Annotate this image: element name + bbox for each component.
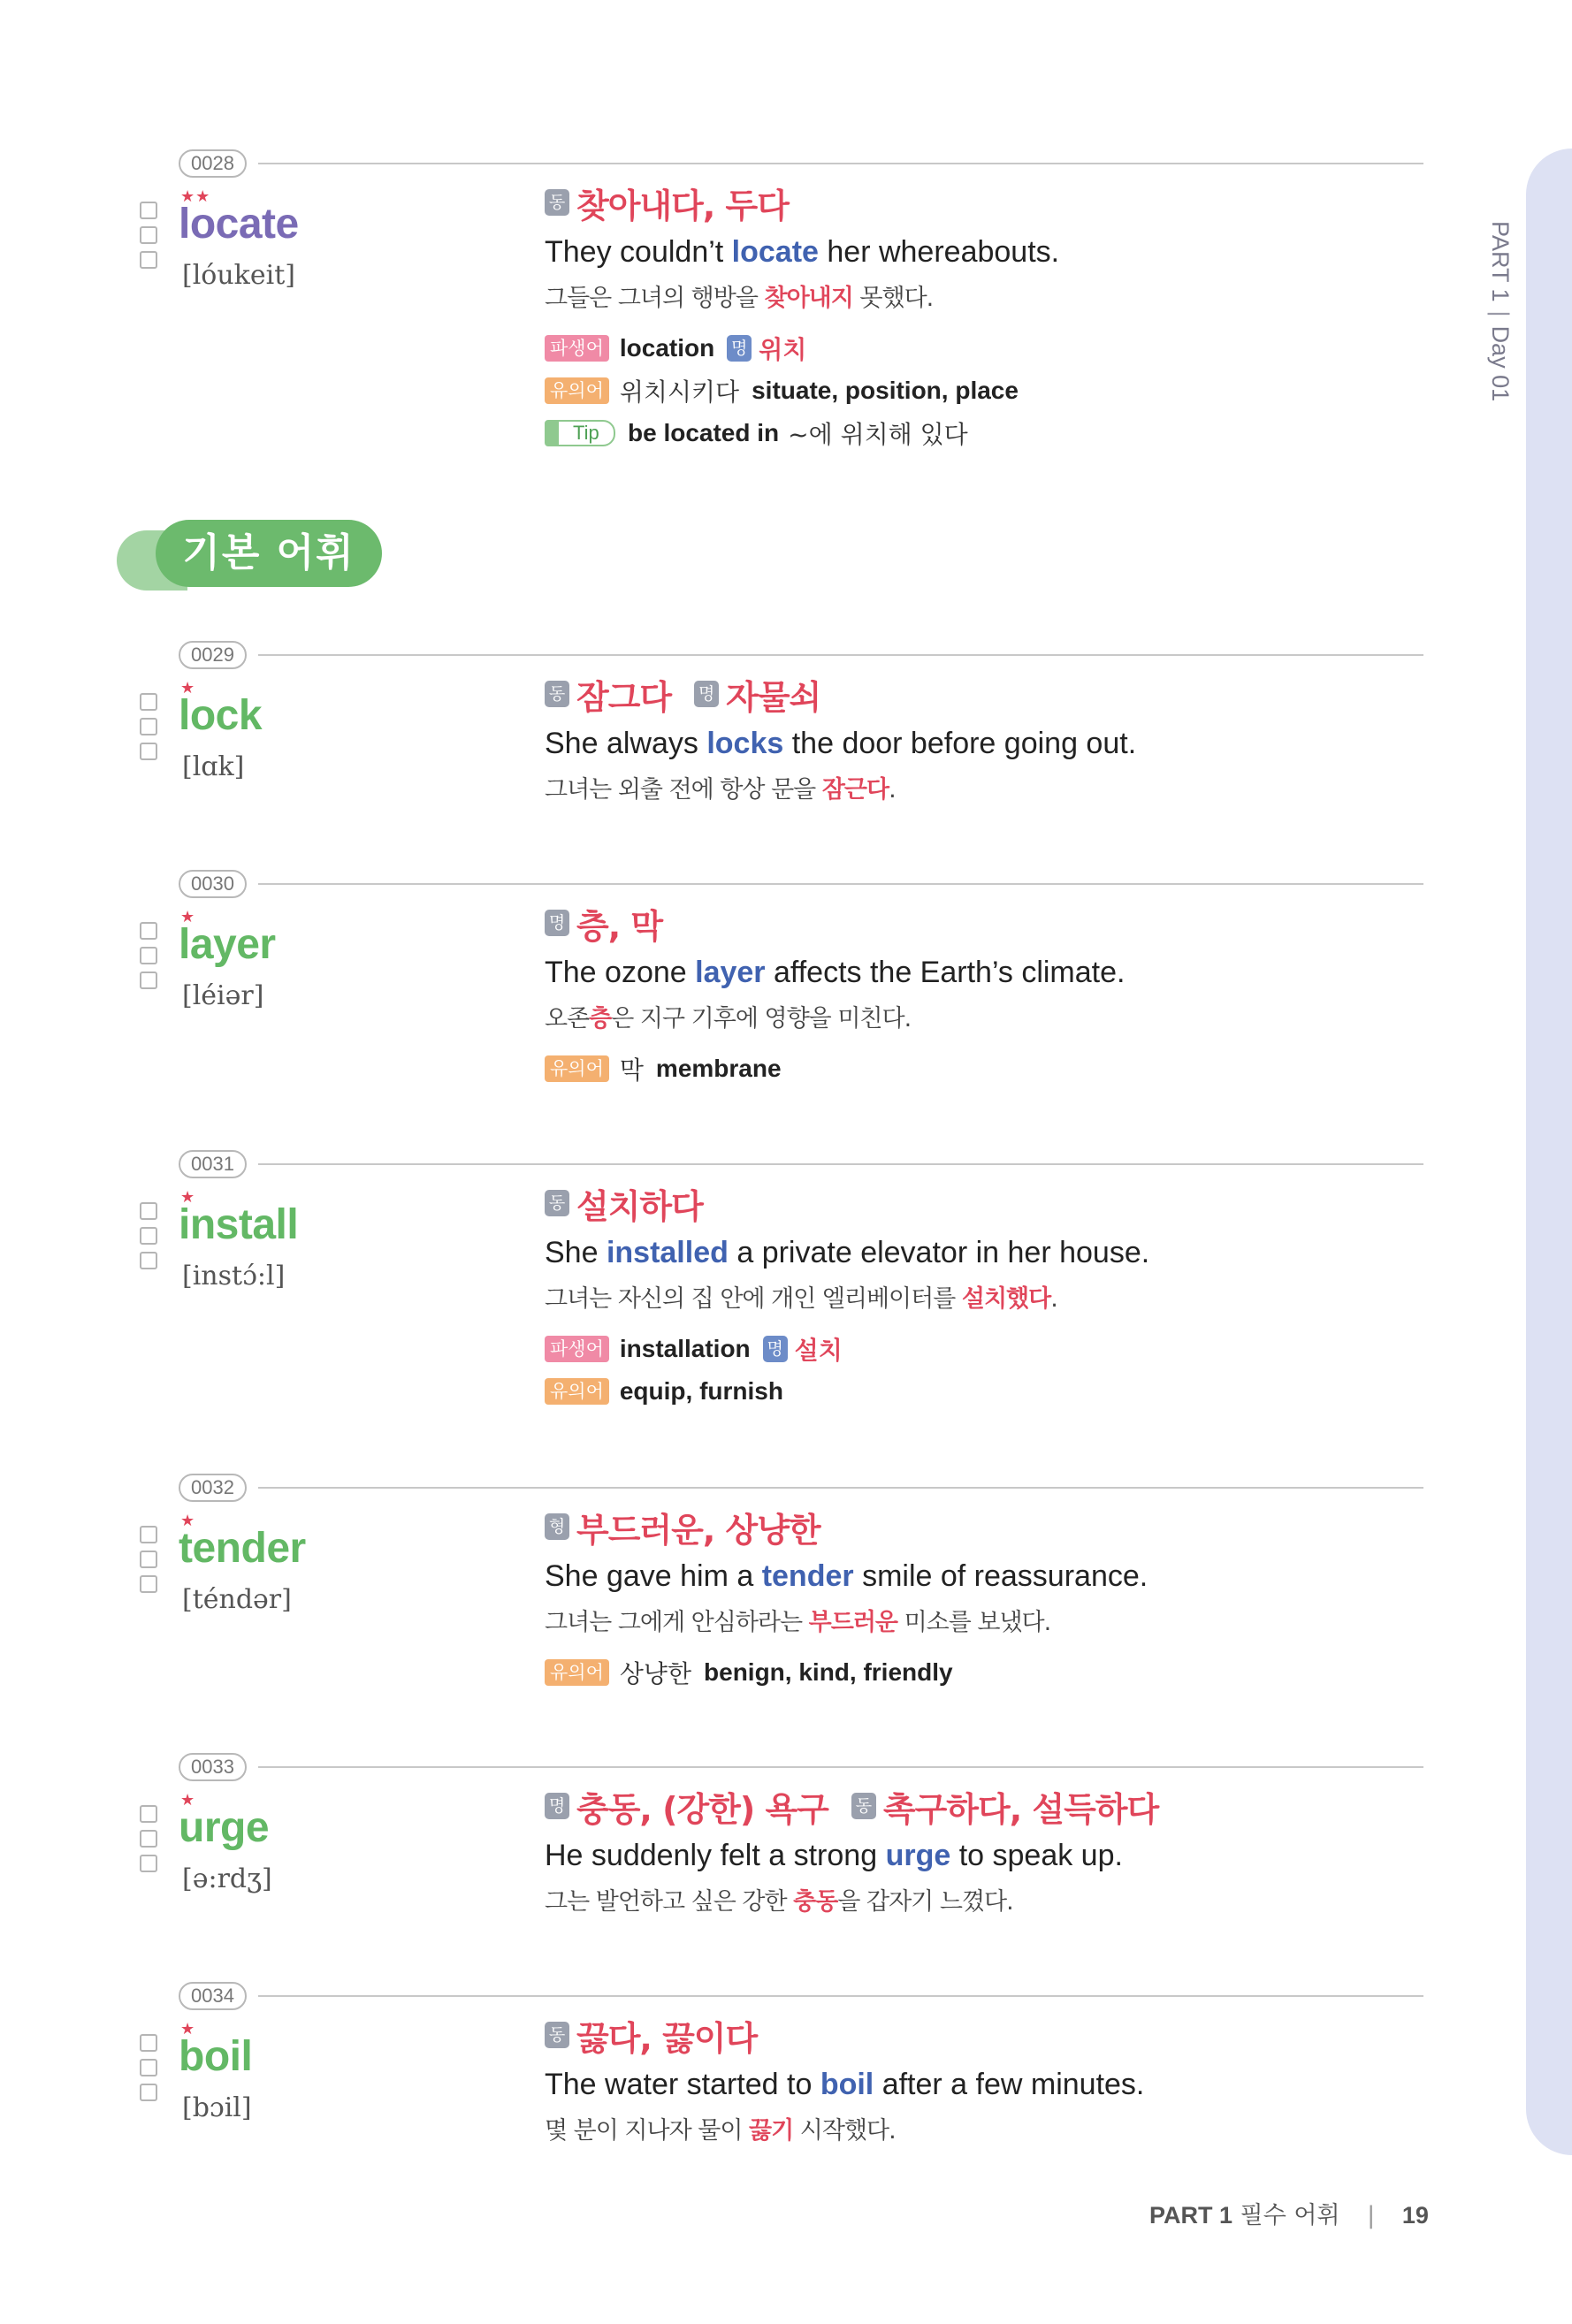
entry-number: 0032 (179, 1474, 247, 1502)
headword: boil (179, 2033, 253, 2080)
translation (545, 999, 1429, 1033)
divider (258, 163, 1423, 164)
translation-text: . (889, 776, 896, 804)
translation-keyword: 층 (589, 1005, 612, 1032)
example-sentence (545, 1236, 1429, 1270)
side-part: PART 1 (1487, 221, 1514, 302)
review-checkbox[interactable] (140, 1575, 157, 1593)
pronunciation: [léiər] (182, 980, 264, 1011)
sentence-keyword: locks (706, 727, 784, 760)
review-checkbox[interactable] (140, 947, 157, 964)
sentence-text: to speak up. (950, 1839, 1123, 1872)
translation-text: 그녀는 외출 전에 항상 문을 (545, 776, 822, 804)
checkbox-group (140, 2034, 157, 2108)
synonym-words: situate, position, place (752, 377, 1019, 404)
review-checkbox[interactable] (140, 2084, 157, 2101)
divider (258, 1766, 1423, 1768)
definition-block (545, 1181, 1429, 1413)
sentence-keyword: urge (885, 1839, 951, 1872)
translation-keyword: 찾아내지 (764, 285, 853, 312)
checkbox-group (140, 1202, 157, 1276)
translation (545, 2111, 1429, 2145)
page-footer (1149, 2196, 1429, 2230)
review-checkbox[interactable] (140, 1551, 157, 1568)
derivative-meaning: 설치 (794, 1336, 843, 1365)
extras (545, 1651, 1429, 1694)
pronunciation: [instɔ́:l] (182, 1261, 286, 1292)
pos-badge: 동 (545, 189, 569, 216)
entry-number: 0031 (179, 1150, 247, 1178)
review-checkbox[interactable] (140, 922, 157, 940)
sentence-text: They couldn’t (545, 235, 732, 269)
definition-line (545, 1505, 1429, 1549)
sentence-text: The water started to (545, 2068, 820, 2101)
definition-line (545, 180, 1429, 225)
headword: lock (179, 692, 263, 739)
derivative-row (545, 327, 1429, 370)
tip-meaning: ~에 위치해 있다 (788, 420, 968, 449)
section-title: 기본 어휘 (156, 520, 382, 587)
review-checkbox[interactable] (140, 251, 157, 269)
pos-badge: 명 (694, 681, 719, 707)
extras (545, 327, 1429, 454)
synonym-tag: 유의어 (545, 1659, 609, 1686)
pronunciation: [lóukeit] (182, 260, 295, 291)
synonym-row (545, 1370, 1429, 1413)
synonym-row (545, 370, 1429, 412)
pos-badge: 동 (545, 1190, 569, 1216)
checkbox-group (140, 693, 157, 767)
meaning: 설치하다 (576, 1186, 703, 1226)
review-checkbox[interactable] (140, 226, 157, 244)
sentence-text: smile of reassurance. (853, 1559, 1148, 1593)
pronunciation: [ə:rdʒ] (182, 1863, 272, 1894)
definition-line (545, 2013, 1429, 2057)
definition-block (545, 1505, 1429, 1694)
synonym-tag: 유의어 (545, 1055, 609, 1082)
divider (258, 654, 1423, 656)
tip-row (545, 412, 1429, 454)
footer-sep: | (1367, 2202, 1376, 2229)
translation-keyword: 부드러운 (808, 1609, 897, 1636)
translation (545, 1603, 1429, 1637)
review-checkbox[interactable] (140, 1805, 157, 1823)
definition-block (545, 901, 1429, 1090)
synonym-words: equip, furnish (619, 1377, 783, 1405)
example-sentence (545, 235, 1429, 270)
definition-block (545, 672, 1429, 804)
pos-badge: 명 (763, 1336, 788, 1362)
definition-block (545, 180, 1429, 454)
pos-badge: 동 (545, 681, 569, 707)
translation-text: 시작했다. (793, 2117, 896, 2145)
meaning: 충동, (강한) 욕구 (576, 1789, 828, 1829)
meaning: 자물쇠 (726, 677, 821, 717)
meaning: 층, 막 (576, 906, 663, 946)
sentence-keyword: tender (761, 1559, 854, 1593)
definition-line (545, 1784, 1429, 1828)
review-checkbox[interactable] (140, 972, 157, 989)
checkbox-group (140, 202, 157, 276)
pos-badge: 명 (545, 910, 569, 936)
sentence-keyword: installed (606, 1236, 729, 1269)
review-checkbox[interactable] (140, 743, 157, 760)
pos-badge: 명 (727, 335, 752, 362)
divider (258, 1487, 1423, 1489)
translation-text: 그녀는 자신의 집 안에 개인 엘리베이터를 (545, 1285, 962, 1313)
checkbox-group (140, 922, 157, 996)
definition-line (545, 1181, 1429, 1225)
derivative-word: installation (619, 1335, 751, 1362)
synonym-words: benign, kind, friendly (704, 1658, 953, 1686)
review-checkbox[interactable] (140, 1252, 157, 1269)
side-sep: | (1487, 310, 1514, 317)
synonym-tag: 유의어 (545, 1378, 609, 1405)
synonym-row (545, 1651, 1429, 1694)
checkbox-group (140, 1526, 157, 1600)
star-rating: ★ (180, 679, 196, 697)
synonym-words: membrane (655, 1055, 782, 1082)
translation-text: 을 갑자기 느꼈다. (837, 1888, 1013, 1916)
review-checkbox[interactable] (140, 2034, 157, 2052)
tip-tag: Tip (545, 420, 615, 446)
sentence-keyword: locate (731, 235, 819, 269)
definition-block (545, 2013, 1429, 2145)
sentence-text: after a few minutes. (874, 2068, 1145, 2101)
derivative-word: location (619, 334, 715, 362)
star-rating: ★ (180, 1791, 196, 1810)
synonym-korean: 위치시키다 (619, 377, 740, 407)
meaning: 부드러운, 상냥한 (576, 1510, 820, 1550)
derivative-row (545, 1328, 1429, 1370)
translation-text: 오존 (545, 1005, 590, 1032)
review-checkbox[interactable] (140, 202, 157, 219)
translation-text: . (1050, 1285, 1057, 1313)
side-tab (1526, 149, 1572, 2155)
example-sentence (545, 727, 1429, 761)
extras (545, 1328, 1429, 1413)
star-rating: ★ (180, 1512, 196, 1530)
review-checkbox[interactable] (140, 693, 157, 711)
translation-keyword: 충동 (793, 1888, 838, 1916)
definition-line (545, 901, 1429, 945)
translation-keyword: 끓기 (749, 2117, 794, 2145)
sentence-keyword: layer (695, 956, 766, 989)
derivative-tag: 파생어 (545, 1336, 609, 1362)
review-checkbox[interactable] (140, 1830, 157, 1848)
divider (258, 1995, 1423, 1997)
sentence-text: a private elevator in her house. (728, 1236, 1150, 1269)
translation (545, 1882, 1429, 1916)
footer-title: 필수 어휘 (1240, 2202, 1340, 2229)
tip-phrase: be located in (628, 419, 780, 446)
entry-number: 0033 (179, 1753, 247, 1781)
review-checkbox[interactable] (140, 1227, 157, 1245)
divider (258, 883, 1423, 885)
translation-text: 몇 분이 지나자 물이 (545, 2117, 749, 2145)
example-sentence (545, 1559, 1429, 1594)
example-sentence (545, 2068, 1429, 2102)
checkbox-group (140, 1805, 157, 1879)
example-sentence (545, 1839, 1429, 1873)
derivative-meaning: 위치 (759, 335, 807, 364)
translation (545, 770, 1429, 804)
sentence-text: She (545, 1236, 607, 1269)
entry-number: 0034 (179, 1982, 247, 2010)
synonym-korean: 상냥한 (619, 1659, 692, 1688)
review-checkbox[interactable] (140, 1526, 157, 1543)
entry-number: 0030 (179, 870, 247, 898)
footer-part: PART 1 (1149, 2202, 1233, 2229)
translation-text: 못했다. (852, 285, 934, 312)
example-sentence (545, 956, 1429, 990)
sentence-text: affects the Earth’s climate. (765, 956, 1126, 989)
page-number: 19 (1401, 2202, 1429, 2229)
review-checkbox[interactable] (140, 1855, 157, 1872)
derivative-tag: 파생어 (545, 335, 609, 362)
sentence-text: He suddenly felt a strong (545, 1839, 886, 1872)
side-label (1475, 221, 1514, 442)
translation-keyword: 설치했다 (961, 1285, 1051, 1313)
synonym-row (545, 1048, 1429, 1090)
star-rating: ★★ (180, 187, 211, 206)
star-rating: ★ (180, 908, 196, 926)
review-checkbox[interactable] (140, 2059, 157, 2076)
headword: install (179, 1201, 299, 1248)
translation-text: 그녀는 그에게 안심하라는 (545, 1609, 809, 1636)
headword: layer (179, 921, 276, 968)
pronunciation: [téndər] (182, 1584, 292, 1615)
sentence-text: The ozone (545, 956, 696, 989)
entry-number: 0028 (179, 149, 247, 178)
star-rating: ★ (180, 2020, 196, 2038)
meaning: 끓다, 끓이다 (576, 2018, 758, 2058)
sentence-text: She gave him a (545, 1559, 762, 1593)
pronunciation: [lɑk] (182, 751, 245, 782)
definition-line (545, 672, 1429, 716)
translation-text: 미소를 보냈다. (897, 1609, 1051, 1636)
extras (545, 1048, 1429, 1090)
synonym-tag: 유의어 (545, 377, 609, 404)
entry-number: 0029 (179, 641, 247, 669)
synonym-korean: 막 (619, 1055, 644, 1085)
translation-text: 은 지구 기후에 영향을 미친다. (611, 1005, 912, 1032)
review-checkbox[interactable] (140, 1202, 157, 1220)
divider (258, 1163, 1423, 1165)
pos-badge: 명 (545, 1793, 569, 1819)
section-header (117, 520, 382, 591)
headword: urge (179, 1804, 270, 1851)
translation (545, 1279, 1429, 1314)
review-checkbox[interactable] (140, 718, 157, 735)
headword: locate (179, 201, 299, 248)
meaning: 촉구하다, 설득하다 (882, 1789, 1159, 1829)
meaning: 잠그다 (576, 677, 672, 717)
sentence-text: her whereabouts. (818, 235, 1060, 269)
sentence-text: She always (545, 727, 707, 760)
sentence-text: the door before going out. (783, 727, 1137, 760)
pronunciation: [bɔil] (182, 2092, 252, 2123)
translation (545, 278, 1429, 313)
definition-block (545, 1784, 1429, 1916)
sentence-keyword: boil (820, 2068, 874, 2101)
translation-keyword: 잠근다 (821, 776, 889, 804)
translation-text: 그는 발언하고 싶은 강한 (545, 1888, 794, 1916)
headword: tender (179, 1525, 306, 1572)
pos-badge: 형 (545, 1513, 569, 1540)
pos-badge: 동 (545, 2022, 569, 2048)
star-rating: ★ (180, 1188, 196, 1207)
meaning: 찾아내다, 두다 (576, 186, 789, 225)
pos-badge: 동 (851, 1793, 876, 1819)
translation-text: 그들은 그녀의 행방을 (545, 285, 765, 312)
side-day: Day 01 (1487, 325, 1514, 402)
